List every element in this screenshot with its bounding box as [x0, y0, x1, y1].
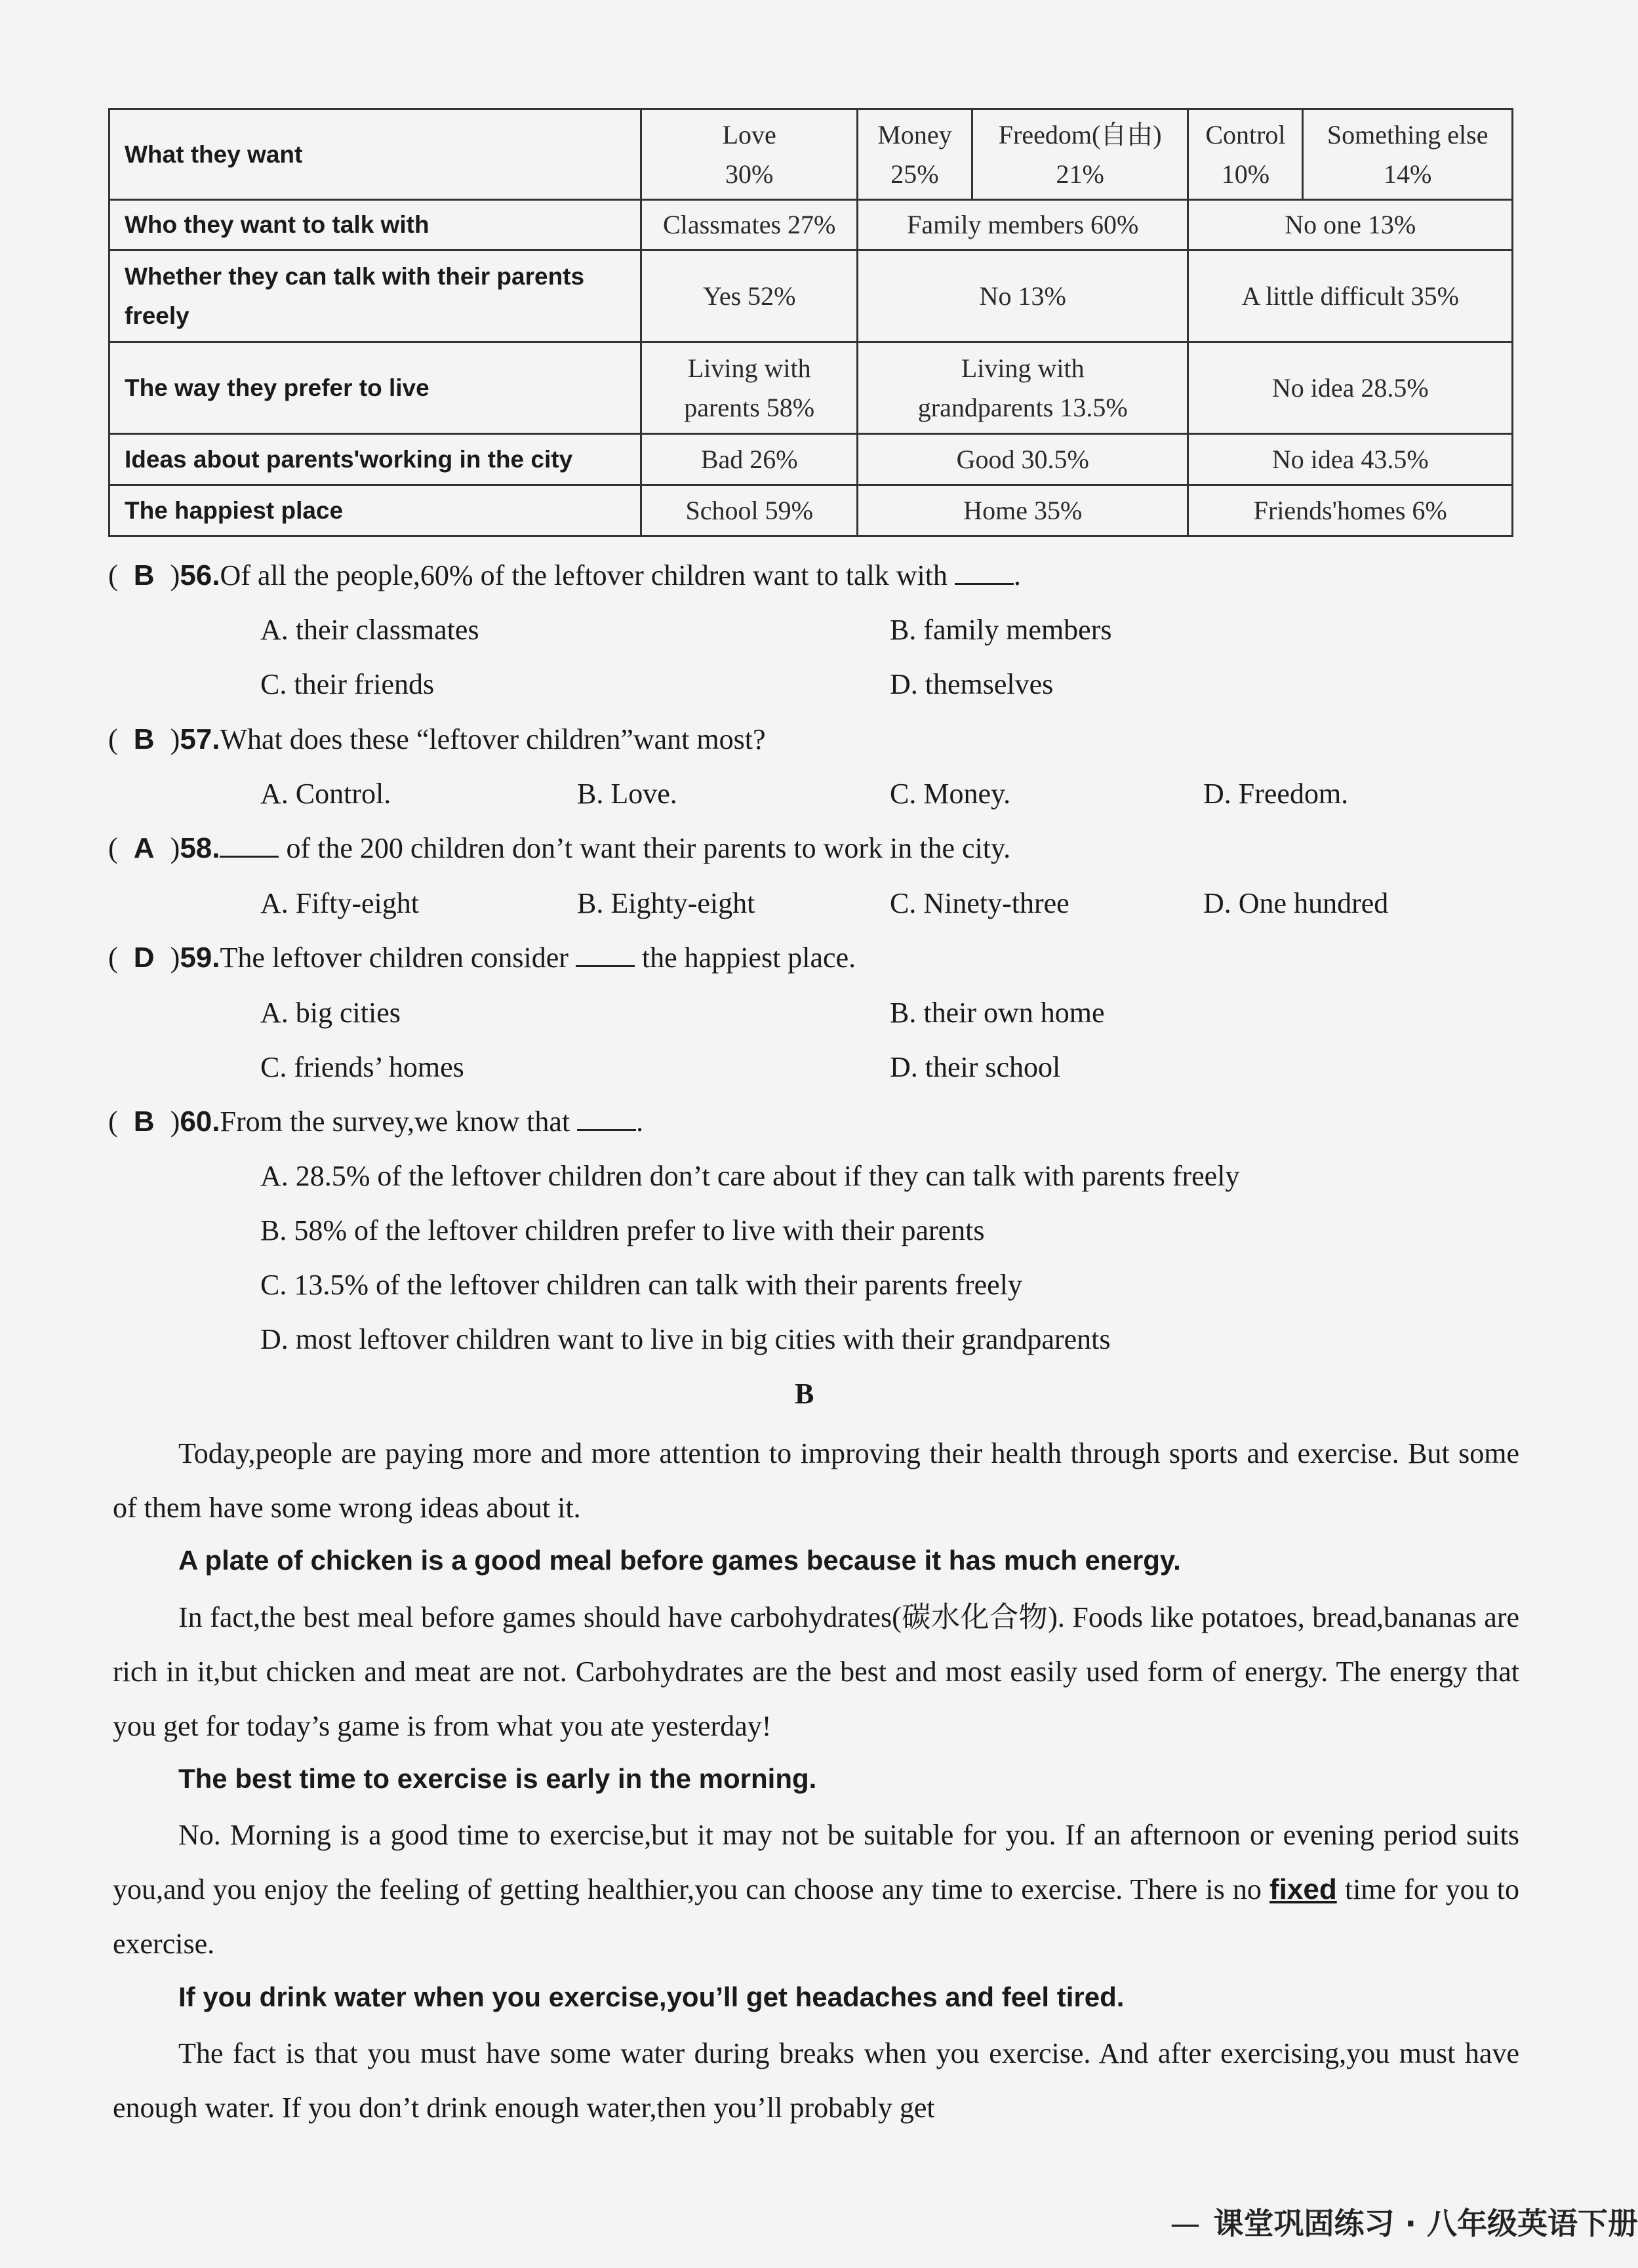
table-row — [110, 485, 1513, 536]
table-cell: Money 25% — [858, 109, 972, 200]
table-cell: Yes 52% — [641, 250, 858, 342]
table-row — [110, 200, 1513, 250]
table-cell: Living with grandparents 13.5% — [858, 342, 1188, 434]
table-cell: Freedom(自由) 21% — [972, 109, 1188, 200]
table-cell: No 13% — [858, 250, 1188, 342]
table-cell: A little difficult 35% — [1188, 250, 1513, 342]
page-footer: — 课堂巩固练习 · 八年级英语下册 — [1170, 2206, 1638, 2241]
table-cell: Good 30.5% — [858, 434, 1188, 485]
table-row — [110, 250, 1513, 342]
question-60: ( B )60.From the survey,we know that . — [108, 1105, 644, 1138]
question-58: ( A )58. of the 200 children don’t want their parents to work in the city. — [108, 832, 1011, 864]
table-row — [110, 109, 1513, 200]
option-a: A. Control. — [260, 778, 391, 810]
row-header: The way they prefer to live — [110, 342, 641, 434]
survey-table — [108, 108, 1513, 537]
option-d: D. One hundred — [1203, 887, 1389, 919]
passage-intro: Today,people are paying more and more attention to improving their health through sports and exercise. But some of them have some wrong ideas about it. — [113, 1437, 1519, 1524]
passage-fact-2: No. Morning is a good time to exercise,but it may not be suitable for you. If an afternoon or evening period suits you,and you enjoy the feeling of getting healthier,you can choose any time to exercise. There is no fixed time for you to exercise. — [113, 1819, 1519, 1960]
table-row — [110, 342, 1513, 434]
answer-mark: D — [133, 942, 155, 974]
answer-mark: B — [133, 723, 155, 755]
option-b: B. their own home — [890, 997, 1105, 1029]
row-header: Who they want to talk with — [110, 200, 641, 250]
question-59: ( D )59.The leftover children consider the happiest place. — [108, 942, 856, 974]
row-header: The happiest place — [110, 485, 641, 536]
option-b: B. Eighty-eight — [577, 887, 755, 919]
answer-mark: B — [133, 559, 155, 591]
option-a: A. 28.5% of the leftover children don’t care about if they can talk with parents freely — [260, 1160, 1240, 1192]
keyword-fixed: fixed — [1269, 1873, 1337, 1905]
table-cell: School 59% — [641, 485, 858, 536]
table-cell: No idea 43.5% — [1188, 434, 1513, 485]
answer-mark: B — [133, 1105, 155, 1138]
option-b: B. 58% of the leftover children prefer to live with their parents — [260, 1214, 985, 1246]
option-c: C. friends’ homes — [260, 1051, 464, 1083]
option-c: C. 13.5% of the leftover children can talk with their parents freely — [260, 1269, 1022, 1301]
option-b: B. family members — [890, 614, 1112, 646]
table-cell: No one 13% — [1188, 200, 1513, 250]
option-d: D. Freedom. — [1203, 778, 1349, 810]
option-c: C. Money. — [890, 778, 1011, 810]
option-a: A. their classmates — [260, 614, 479, 646]
option-a: A. Fifty-eight — [260, 887, 419, 919]
myth-heading-1: A plate of chicken is a good meal before games because it has much energy. — [178, 1545, 1181, 1576]
myth-heading-3: If you drink water when you exercise,you’ll get headaches and feel tired. — [178, 1981, 1125, 2012]
option-a: A. big cities — [260, 997, 401, 1029]
table-cell: No idea 28.5% — [1188, 342, 1513, 434]
table-cell: Family members 60% — [858, 200, 1188, 250]
myth-heading-2: The best time to exercise is early in the morning. — [178, 1763, 817, 1794]
question-56: ( B )56.Of all the people,60% of the leftover children want to talk with . — [108, 559, 1021, 591]
passage-fact-1: In fact,the best meal before games should have carbohydrates(碳水化合物). Foods like potatoes, bread,bananas are rich in it,but chicken and meat are not. Carbohydrates are the best and most easily used form of energy. The energy that you get for today’s game is from what you ate yesterday! — [113, 1601, 1519, 1742]
row-header: What they want — [110, 109, 641, 200]
answer-blank — [577, 1109, 636, 1131]
question-57: ( B )57.What does these “leftover children”want most? — [108, 723, 766, 755]
option-d: D. themselves — [890, 668, 1054, 700]
table-cell: Friends'homes 6% — [1188, 485, 1513, 536]
table-cell: Control 10% — [1188, 109, 1303, 200]
table-row — [110, 434, 1513, 485]
table-cell: Love 30% — [641, 109, 858, 200]
table-cell: Home 35% — [858, 485, 1188, 536]
option-c: C. Ninety-three — [890, 887, 1069, 919]
table-cell: Something else 14% — [1303, 109, 1513, 200]
row-header: Whether they can talk with their parents freely — [110, 250, 641, 342]
answer-blank — [220, 836, 279, 858]
answer-mark: A — [133, 832, 155, 864]
option-d: D. their school — [890, 1051, 1061, 1083]
option-b: B. Love. — [577, 778, 677, 810]
answer-blank — [576, 945, 635, 967]
section-title: B — [795, 1378, 814, 1410]
table-cell: Bad 26% — [641, 434, 858, 485]
option-c: C. their friends — [260, 668, 435, 700]
answer-blank — [955, 563, 1014, 585]
option-d: D. most leftover children want to live in big cities with their grandparents — [260, 1323, 1111, 1355]
passage-fact-3: The fact is that you must have some water during breaks when you exercise. And after exercising,you must have enough water. If you don’t drink enough water,then you’ll probably get — [113, 2037, 1519, 2124]
row-header: Ideas about parents'working in the city — [110, 434, 641, 485]
table-cell: Living with parents 58% — [641, 342, 858, 434]
table-cell: Classmates 27% — [641, 200, 858, 250]
